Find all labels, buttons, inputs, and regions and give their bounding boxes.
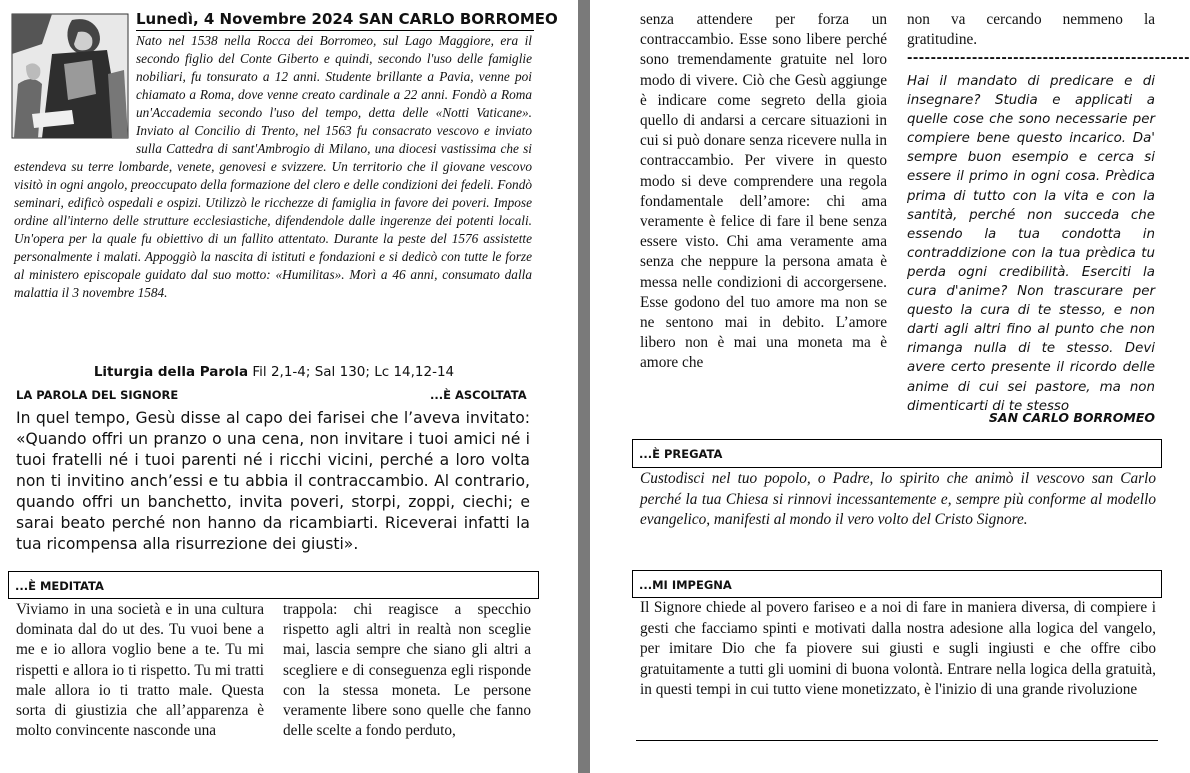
commitment-text: Il Signore chiede al povero fariseo e a noi di fare in maniera diversa, di compiere i gesti che facciamo spinti e motivati dalla nostra adesione alla logica del vangelo, per imitare Dio che fa piovere sui giusti e sugli ingiusti e che offre cibo gratuitamente a tutti gli uomini di buona volontà. Entrare nella logica della gratuità, in questi tempi in cui tutto viene monetizzato, è l'inizio di una grande rivoluzione: [640, 599, 1156, 698]
exhortation-signature: SAN CARLO BORROMEO: [988, 410, 1155, 425]
page-gutter: [578, 0, 590, 773]
liturgy-readings: [0, 364, 548, 380]
section-impegna-header: ...MI IMPEGNA: [632, 570, 1162, 598]
meditation-column-1: Viviamo in una società e in una cultura dominata dal do ut des. Tu vuoi bene a me e io allora voglio bene a te. Tu mi rispetti e allora io ti rispetto. Tu mi tratti male allora io ti tratto male. Questa sorta di giustizia che all’apparenza è molto convincente nasconde una: [16, 601, 264, 740]
gospel-text: In quel tempo, Gesù disse al capo dei farisei che l’aveva invitato: «Quando offri un pranzo o una cena, non invitare i tuoi amici né i tuoi fratelli né i tuoi parenti né i ricchi vicini, perché a loro volta non ti invitino anch’essi e tu abbia il contraccambio. Al contrario, quando offri un banchetto, invita poveri, storpi, zoppi, ciechi; e sarai beato perché non hanno da ricambiarti. Riceverai infatti la tua ricompensa alla risurrezione dei giusti».: [16, 409, 530, 553]
section-parola-label: LA PAROLA DEL SIGNORE: [16, 388, 179, 402]
meditation-column-2: trappola: chi reagisce a specchio rispetto agli altri in realtà non sceglie mai, lascia sempre che siano gli altri a scegliere e di conseguenza egli risponde con la stessa moneta. Le persone veramente libere sono quelle che fanno delle scelte a fondo perduto,: [283, 601, 531, 740]
saint-exhortation: Hai il mandato di predicare e di insegnare? Studia e applicati a quelle cose che sono necessarie per compiere bene questo incarico. Da' sempre buon esempio e cerca si essere il primo in ogni cosa. Prèdica prima di tutto con la vita e con la santità, perché non succeda che essendo la tua condotta in contraddizione con la tua prèdica tu perda ogni credibilità. Eserciti la cura d'anime? Non trascurare per questo la cura di te stesso, e non darti agli altri fino al punto che non rimanga nulla di te stesso. Devi avere certo presente il ricordo delle anime di cui sei pastore, ma non dimenticarti di te stesso: [907, 74, 1155, 414]
meditation-column-4: non va cercando nemmeno la gratitudine.: [907, 11, 1155, 49]
bottom-rule: [636, 740, 1158, 741]
section-pregata-header: ...È PREGATA: [632, 439, 1162, 468]
separator-line: ------------------------------------------------: [907, 51, 1190, 66]
prayer-text: Custodisci nel tuo popolo, o Padre, lo spirito che animò il vescovo san Carlo perché la tua Chiesa si rinnovi incessantemente e, sempre più conforme al modello evangelico, manifesti al mondo il vero volto del Cristo Signore.: [640, 470, 1156, 528]
section-ascoltata-label: ...È ASCOLTATA: [430, 388, 527, 402]
section-meditata-header: ...È MEDITATA: [8, 571, 539, 599]
saint-biography: [14, 32, 532, 302]
saint-biography-text: Nato nel 1538 nella Rocca dei Borromeo, sul Lago Maggiore, era il secondo figlio del Conte Giberto e quindi, secondo l'uso delle famiglie nobiliari, fu tonsurato a 12 anni. Studente brillante a Pavia, venne poi chiamato a Roma, dove venne creato cardinale a 22 anni. Fondò a Roma un'Accademia secondo l'uso del tempo, detta delle «Notti Vaticane». Inviato al Concilio di Trento, nel 1563 fu consacrato vescovo e inviato sulla Cattedra di sant'Ambrogio di Milano, una diocesi vastissima che si estendeva su terre lombarde, venete, genovesi e svizzere. Un territorio che il giovane vescovo visitò in ogni angolo, preoccupato della formazione del clero e delle condizioni dei fedeli. Fondò seminari, edificò ospedali e ospizi. Utilizzò le ricchezze di famiglia in favore dei poveri. Impose ordine all'interno delle strutture ecclesiastiche, difendendole dalle ingerenze dei potenti locali. Un'opera per la quale fu obiettivo di un fallito attentato. Durante la peste del 1576 assistette personalmente i malati. Appoggiò la nascita di istituti e fondazioni e si dedicò con tutte le forze al ministero episcopale guidato dal suo motto: «Humilitas». Morì a 46 anni, consumato dalla malattia il 3 novembre 1584.: [14, 33, 532, 300]
meditation-column-3: senza attendere per forza un contraccambio. Esse sono libere perché sono tremendamente gratuite nel loro modo di vivere. Ciò che Gesù aggiunge è indicare come segreto della gioia quello di andarsi a cercare situazioni in cui si può donare senza ricevere nulla in contraccambio. Per vivere in questo modo si deve comprendere una regola fondamentale dell’amore: chi ama veramente è felice di fare il bene senza essere visto. Chi ama veramente ama senza che neppure la persona amata è messa nelle condizioni di accorgersene. Esse godono del tuo amore ma non se ne sentono mai in debito. L’amore libero non è mai una moneta ma è amore che: [640, 11, 887, 372]
page-title: Lunedì, 4 Novembre 2024 SAN CARLO BORROMEO: [136, 10, 534, 31]
liturgy-refs: Fil 2,1-4; Sal 130; Lc 14,12-14: [252, 364, 455, 380]
left-page: [0, 0, 576, 773]
liturgy-label: Liturgia della Parola: [93, 364, 249, 380]
